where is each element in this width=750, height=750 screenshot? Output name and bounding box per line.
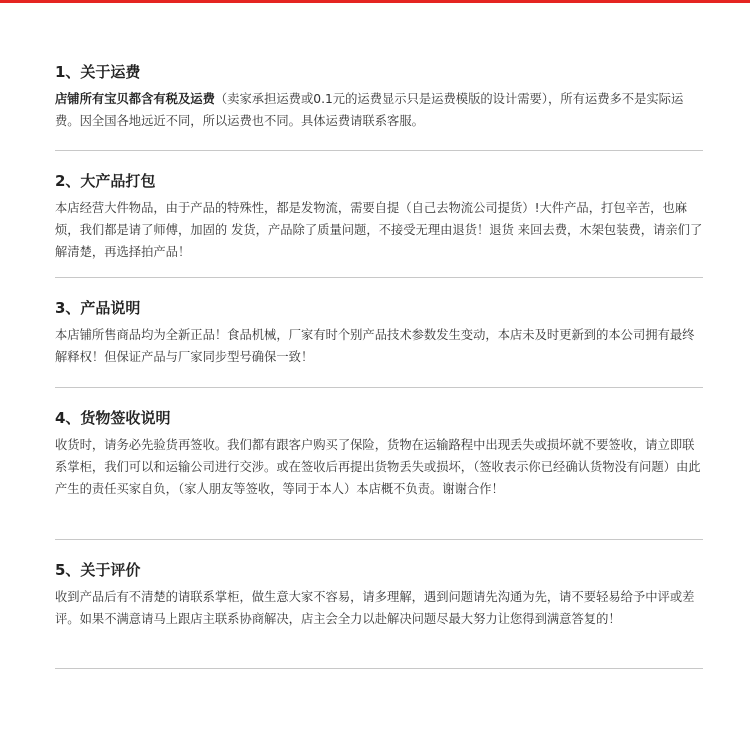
section-divider [55,277,703,278]
section-body-text: 本店经营大件物品，由于产品的特殊性，都是发物流，需要自提（自己去物流公司提货）!大件产品，打包辛苦，也麻烦，我们都是请了师傅，加固的 发货，产品除了质量问题，不接受无理由退货！退货 来回去费，木架包装费，请亲们了解清楚，再选择拍产品！ [55,201,703,259]
section-title: 4、货物签收说明 [55,409,171,427]
section-body-text: （卖家承担运费或0.1元的运费显示只是运费模版的设计需要），所有运费多不是实际运费。因全国各地远近不同，所以运费也不同。具体运费请联系客服。 [55,92,684,128]
section-body-text: 收到产品后有不清楚的请联系掌柜，做生意大家不容易，请多理解，遇到问题请先沟通为先，请不要轻易给予中评或差评。如果不满意请马上跟店主联系协商解决，店主会全力以赴解决问题尽最大努力让您得到满意答复的！ [55,590,695,626]
section-delivery-receipt [55,408,705,500]
section-divider [55,150,703,151]
section-body [55,88,705,132]
section-divider [55,387,703,388]
section-body [55,586,705,630]
section-body-text: 本店铺所售商品均为全新正品！食品机械，厂家有时个别产品技术参数发生变动，本店未及时更新到的本公司拥有最终解释权！但保证产品与厂家同步型号确保一致！ [55,328,695,364]
section-divider [55,539,703,540]
section-body [55,434,705,500]
section-divider [55,668,703,669]
section-body [55,324,705,368]
section-large-product-packing [55,171,705,263]
section-title: 2、大产品打包 [55,172,156,190]
section-lead-text: 店铺所有宝贝都含有税及运费 [55,92,215,106]
section-product-description [55,298,705,368]
section-title: 1、关于运费 [55,63,141,81]
section-title: 5、关于评价 [55,561,141,579]
section-body-text: 收货时，请务必先验货再签收。我们都有跟客户购买了保险，货物在运输路程中出现丢失或损坏就不要签收，请立即联系掌柜，我们可以和运输公司进行交涉。或在签收后再提出货物丢失或损坏，（签收表示你已经确认货物没有问题）由此产生的责任买家自负，（家人朋友等签收，等同于本人）本店概不负责。谢谢合作！ [55,438,701,496]
section-title: 3、产品说明 [55,299,141,317]
section-shipping-fees [55,62,705,132]
top-accent-bar [0,0,750,3]
section-body [55,197,705,263]
section-reviews [55,560,705,630]
